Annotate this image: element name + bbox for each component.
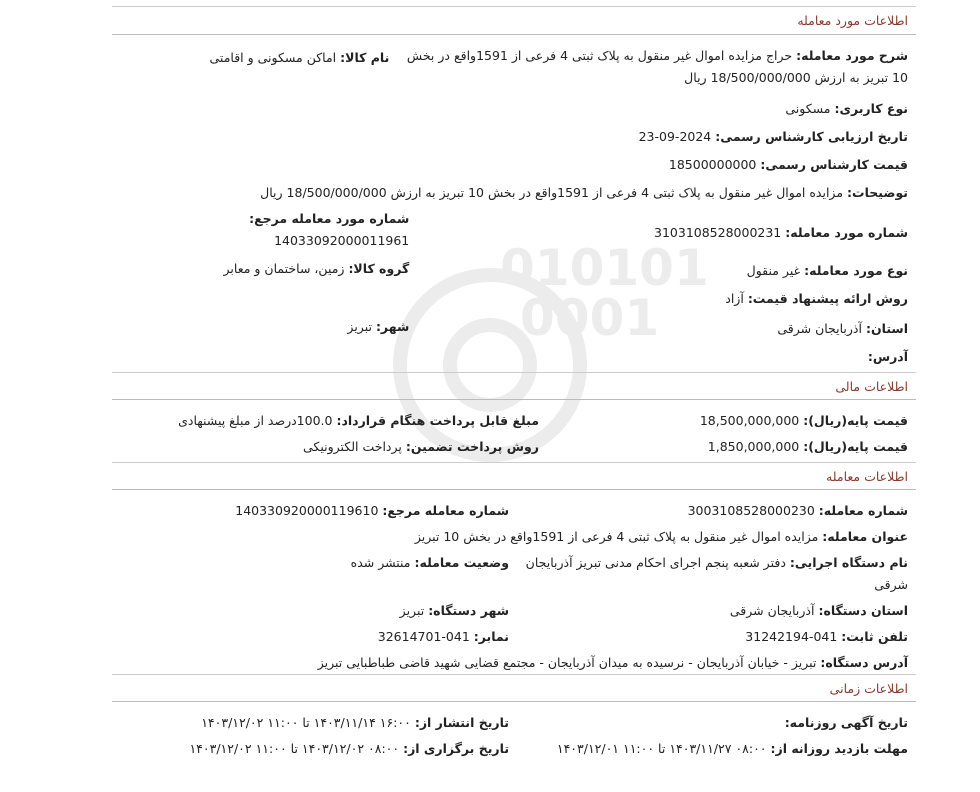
- agency-address-value: تبریز - خیابان آذربایجان - نرسیده به میدان آذربایجان - مجتمع قضایی شهید قاضی طباطبایی تبریز: [317, 655, 817, 670]
- agency-fax: [120, 626, 509, 648]
- section-header-timing: اطلاعات زمانی: [112, 674, 916, 702]
- city-label: شهر:: [375, 319, 410, 334]
- tx-number-label: شماره معامله:: [818, 503, 908, 518]
- deal-number-value: 3103108528000231: [654, 225, 782, 240]
- deal-type-value: غیر منقول: [746, 263, 801, 278]
- offer-method-value: آزاد: [725, 291, 744, 306]
- usage-type-value: مسکونی: [785, 101, 831, 116]
- offer-method-label: روش ارائه پیشنهاد قیمت:: [747, 291, 908, 306]
- section-header-deal-info: اطلاعات مورد معامله: [112, 6, 916, 35]
- goods-name: [120, 45, 389, 69]
- deal-ref-number: [120, 208, 409, 252]
- document-page: [112, 6, 916, 760]
- agency-city-value: تبریز: [399, 603, 425, 618]
- deal-notes-label: توضیحات:: [847, 185, 908, 200]
- agency-city: [120, 600, 509, 622]
- publish-date-label: تاریخ انتشار از:: [414, 715, 510, 730]
- deal-description: [389, 45, 908, 89]
- tx-title-label: عنوان معامله:: [822, 529, 908, 544]
- visit-deadline: [509, 738, 908, 760]
- tx-ref-number-value: 140330920000119610: [235, 503, 379, 518]
- deal-notes-value: مزایده اموال غیر منقول به پلاک ثبتی 4 فرعی از 1591واقع در بخش 10 تبریز به ارزش 18/500/000/000 ریال: [260, 185, 844, 200]
- deal-type: [409, 258, 908, 282]
- publish-date: [120, 712, 509, 734]
- base-price-1-label: قیمت پایه(ریال):: [803, 413, 908, 428]
- agency-fax-value: 041-32614701: [377, 629, 470, 644]
- agency-province-value: آذربایجان شرقی: [729, 603, 815, 618]
- guarantee-method-label: روش پرداخت تضمین:: [405, 439, 539, 454]
- usage-type-label: نوع کاربری:: [834, 101, 908, 116]
- tx-number: [509, 500, 908, 522]
- tx-status-label: وضعیت معامله:: [414, 555, 510, 570]
- newspaper-date-label: تاریخ آگهی روزنامه:: [784, 715, 908, 730]
- agency-address: [120, 652, 908, 674]
- agency-name-label: نام دستگاه اجرایی:: [789, 555, 908, 570]
- deal-type-label: نوع مورد معامله:: [804, 263, 908, 278]
- guarantee-method-value: پرداخت الکترونیکی: [303, 439, 402, 454]
- visit-deadline-value: ۰۸:۰۰ ۱۴۰۳/۱۱/۲۷ تا ۱۱:۰۰ ۱۴۰۳/۱۲/۰۱: [556, 741, 767, 756]
- base-price-1: [539, 410, 908, 432]
- deal-description-value: حراج مزایده اموال غیر منقول به پلاک ثبتی 4 فرعی از 1591واقع در بخش 10 تبریز به ارزش 18/500/000/000 ریال: [406, 48, 908, 85]
- tx-ref-number-label: شماره معامله مرجع:: [382, 503, 510, 518]
- goods-name-value: اماکن مسکونی و اقامتی: [209, 50, 337, 65]
- agency-fax-label: نمابر:: [473, 629, 510, 644]
- newspaper-date: [509, 712, 908, 734]
- section-header-transaction: اطلاعات معامله: [112, 462, 916, 490]
- svg-text:010101: 010101: [500, 239, 709, 297]
- goods-group-value: زمین، ساختمان و معابر: [223, 261, 345, 276]
- publish-date-value: ۱۶:۰۰ ۱۴۰۳/۱۱/۱۴ تا ۱۱:۰۰ ۱۴۰۳/۱۲/۰۲: [201, 715, 411, 730]
- tx-ref-number: [120, 500, 509, 522]
- appraisal-date: [120, 126, 908, 148]
- tx-status-value: منتشر شده: [350, 555, 411, 570]
- tx-title: [120, 526, 908, 548]
- appraisal-date-value: 2024-09-23: [638, 129, 712, 144]
- appraisal-price-label: قیمت کارشناس رسمی:: [760, 157, 908, 172]
- hold-date: [120, 738, 509, 760]
- base-price-1-value: 18,500,000,000: [699, 413, 800, 428]
- tx-status: [120, 552, 509, 574]
- svg-text:0001: 0001: [520, 289, 660, 347]
- deal-description-label: شرح مورد معامله:: [796, 48, 908, 63]
- province: [409, 316, 908, 340]
- appraisal-price: [120, 154, 908, 176]
- base-price-2-value: 1,850,000,000: [707, 439, 800, 454]
- goods-group-label: گروه کالا:: [348, 261, 410, 276]
- province-label: استان:: [865, 321, 908, 336]
- usage-type: [120, 98, 908, 120]
- agency-phone: [509, 626, 908, 648]
- goods-name-label: نام کالا:: [340, 50, 390, 65]
- agency-province-label: استان دستگاه:: [818, 603, 908, 618]
- appraisal-price-value: 18500000000: [668, 157, 757, 172]
- tx-title-value: مزایده اموال غیر منقول به پلاک ثبتی 4 فرعی از 1591واقع در بخش 10 تبریز: [414, 529, 819, 544]
- agency-phone-label: تلفن ثابت:: [841, 629, 908, 644]
- visit-deadline-label: مهلت بازدید روزانه از:: [770, 741, 908, 756]
- section-header-financial: اطلاعات مالی: [112, 372, 916, 400]
- deal-number-label: شماره مورد معامله:: [785, 225, 908, 240]
- province-value: آذربایجان شرقی: [777, 321, 862, 336]
- payable-amount: [120, 410, 539, 432]
- offer-method: [120, 288, 908, 310]
- hold-date-value: ۰۸:۰۰ ۱۴۰۳/۱۲/۰۲ تا ۱۱:۰۰ ۱۴۰۳/۱۲/۰۲: [189, 741, 400, 756]
- deal-ref-number-label: شماره مورد معامله مرجع:: [249, 211, 410, 226]
- appraisal-date-label: تاریخ ارزیابی کارشناس رسمی:: [715, 129, 908, 144]
- base-price-2: [539, 436, 908, 458]
- address-label: آدرس:: [867, 349, 908, 364]
- agency-province: [509, 600, 908, 622]
- city: [120, 316, 409, 338]
- agency-name-value: دفتر شعبه پنجم اجرای احکام مدنی تبریز آذربایجان شرقی: [525, 555, 908, 592]
- agency-name: [509, 552, 908, 596]
- payable-amount-label: مبلغ قابل پرداخت هنگام قرارداد:: [336, 413, 539, 428]
- hold-date-label: تاریخ برگزاری از:: [403, 741, 510, 756]
- deal-ref-number-value: 14033092000011961: [274, 233, 410, 248]
- guarantee-method: [120, 436, 539, 458]
- agency-phone-value: 041-31242194: [745, 629, 838, 644]
- tx-number-value: 3003108528000230: [687, 503, 815, 518]
- agency-address-label: آدرس دستگاه:: [820, 655, 908, 670]
- base-price-2-label: قیمت پایه(ریال):: [803, 439, 908, 454]
- agency-city-label: شهر دستگاه:: [428, 603, 510, 618]
- payable-amount-value: 100.0درصد از مبلغ پیشنهادی: [178, 413, 333, 428]
- deal-number: [409, 208, 908, 244]
- address: [120, 346, 908, 368]
- city-value: تبریز: [347, 319, 372, 334]
- deal-notes: [120, 182, 908, 204]
- goods-group: [120, 258, 409, 280]
